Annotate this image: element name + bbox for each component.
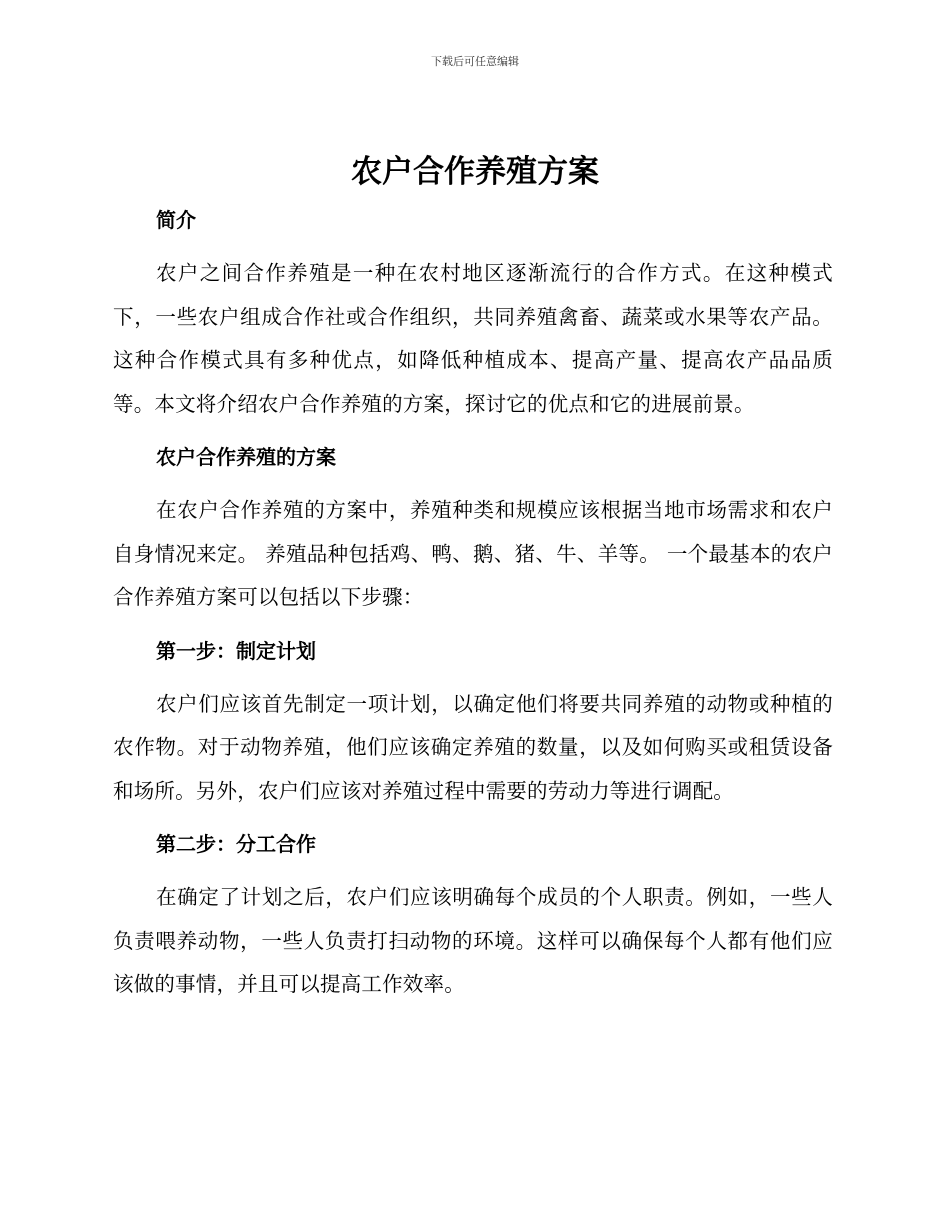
document-body bbox=[113, 202, 833, 1007]
paragraph-step-one: 农户们应该首先制定一项计划，以确定他们将要共同养殖的动物或种植的农作物。对于动物养殖，他们应该确定养殖的数量，以及如何购买或租赁设备和场所。另外，农户们应该对养殖过程中需要的劳动力等进行调配。 bbox=[113, 691, 833, 803]
section-heading-intro: 简介 bbox=[156, 208, 196, 232]
section-heading-step-two: 第二步：分工合作 bbox=[156, 832, 316, 856]
paragraph-step-two: 在确定了计划之后，农户们应该明确每个成员的个人职责。例如，一些人负责喂养动物，一些人负责打扫动物的环境。这样可以确保每个人都有他们应该做的事情，并且可以提高工作效率。 bbox=[113, 885, 833, 996]
paragraph-intro: 农户之间合作养殖是一种在农村地区逐渐流行的合作方式。在这种模式下，一些农户组成合作社或合作组织，共同养殖禽畜、蔬菜或水果等农产品。这种合作模式具有多种优点，如降低种植成本、提高产量、提高农产品品质等。本文将介绍农户合作养殖的方案，探讨它的优点和它的进展前景。 bbox=[113, 261, 833, 416]
section-heading-step-one: 第一步：制定计划 bbox=[156, 638, 316, 663]
document-title: 农户合作养殖方案 bbox=[351, 154, 599, 190]
header-note: 下载后可任意编辑 bbox=[431, 55, 519, 68]
section-heading-plan: 农户合作养殖的方案 bbox=[156, 445, 336, 469]
paragraph-plan: 在农户合作养殖的方案中，养殖种类和规模应该根据当地市场需求和农户自身情况来定。 养殖品种包括鸡、鸭、鹅、猪、牛、羊等。 一个最基本的农户合作养殖方案可以包括以下步骤： bbox=[113, 498, 833, 609]
